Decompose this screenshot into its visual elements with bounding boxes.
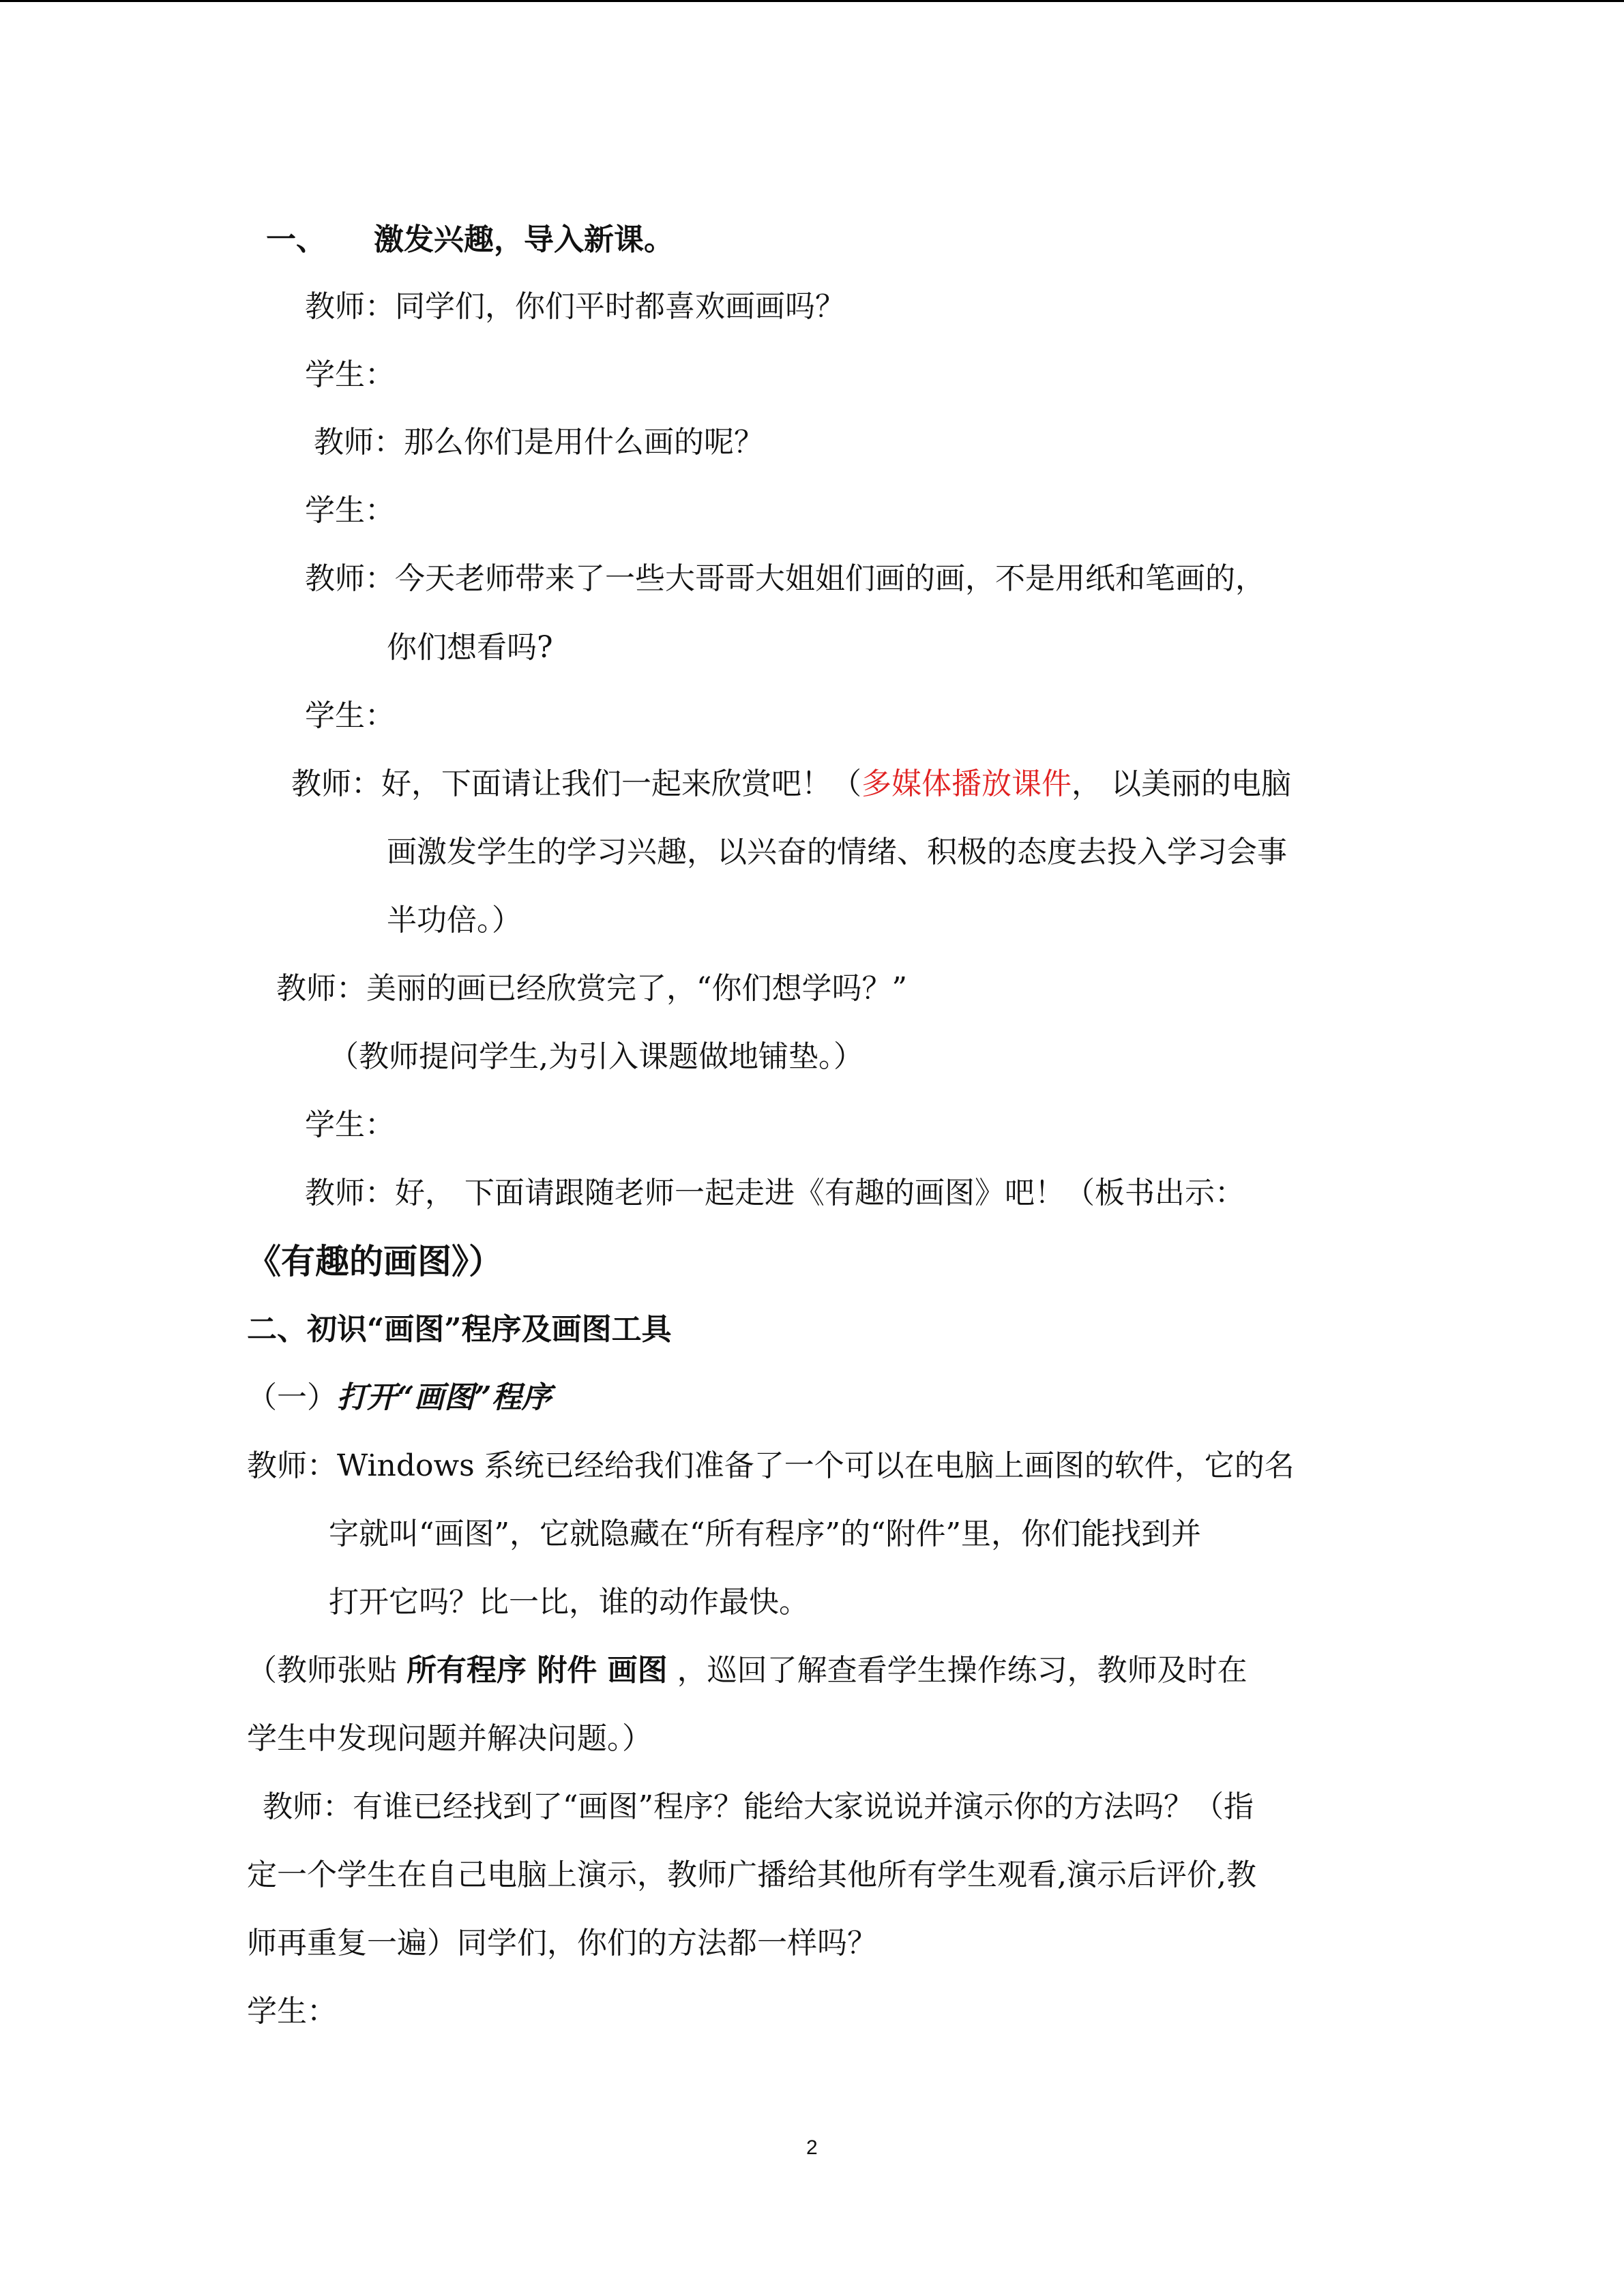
paragraph-line: 学生中发现问题并解决问题。）: [247, 1721, 652, 1756]
paragraph-line: 定一个学生在自己电脑上演示，教师广播给其他所有学生观看,演示后评价,教: [247, 1858, 1256, 1892]
section2-heading: 二、初识“画图”程序及画图工具: [247, 1312, 672, 1347]
subsection-title: 打开“画图”程序: [337, 1380, 552, 1415]
paragraph-line: 教师：同学们，你们平时都喜欢画画吗？: [305, 289, 845, 324]
paragraph-line: 学生：: [247, 1994, 337, 2029]
paragraph-line: 教师：好， 下面请跟随老师一起走进《有趣的画图》吧！（板书出示：: [305, 1176, 1245, 1210]
paragraph-line-with-bold: [247, 1653, 1247, 1688]
page-top-border: [0, 0, 1624, 2]
text-span: 教师：好，下面请让我们一起来欣赏吧！（: [291, 766, 861, 801]
paragraph-line: 学生：: [305, 493, 395, 528]
section1-heading: [266, 222, 674, 257]
paragraph-line: 你们想看吗?: [387, 630, 553, 665]
paragraph-line-with-highlight: [291, 766, 1291, 801]
paragraph-line: 教师：那么你们是用什么画的呢？: [314, 425, 764, 460]
paragraph-line: 字就叫“画图”，它就隐藏在“所有程序”的“附件”里，你们能找到并: [329, 1517, 1201, 1551]
subsection-heading: [247, 1380, 552, 1415]
paragraph-line: 学生：: [305, 357, 395, 392]
paragraph-line: 学生：: [305, 698, 395, 733]
board-title: 《有趣的画图》）: [247, 1241, 503, 1281]
text-span: ，巡回了解查看学生操作练习，教师及时在: [667, 1653, 1247, 1688]
highlight-text-multimedia: 多媒体播放课件: [861, 766, 1072, 801]
section1-heading-text: 激发兴趣，导入新课。: [374, 222, 674, 257]
subsection-number: （一）: [247, 1380, 337, 1415]
paragraph-line: 半功倍。）: [387, 903, 522, 938]
paragraph-line: 画激发学生的学习兴趣，以兴奋的情绪、积极的态度去投入学习会事: [387, 835, 1287, 869]
paragraph-line: 教师：Windows 系统已经给我们准备了一个可以在电脑上画图的软件，它的名: [247, 1448, 1295, 1483]
paragraph-line: 教师：今天老师带来了一些大哥哥大姐姐们画的画，不是用纸和笔画的，: [305, 561, 1265, 596]
paragraph-line: 教师：有谁已经找到了“画图”程序？能给大家说说并演示你的方法吗？（指: [263, 1789, 1254, 1824]
paragraph-line: 师再重复一遍）同学们，你们的方法都一样吗？: [247, 1926, 877, 1960]
paragraph-line: 学生：: [305, 1107, 395, 1142]
paragraph-line: 教师：美丽的画已经欣赏完了，“你们想学吗？”: [276, 971, 907, 1006]
menu-path-label: 所有程序 附件 画图: [407, 1653, 668, 1688]
paragraph-line: 打开它吗？比一比，谁的动作最快。: [329, 1585, 809, 1620]
page-number: 2: [806, 2136, 818, 2159]
section1-heading-number: 一、: [266, 222, 326, 257]
paragraph-line: （教师提问学生,为引入课题做地铺垫。）: [329, 1039, 863, 1074]
text-span: ， 以美丽的电脑: [1072, 766, 1291, 801]
text-span: （教师张贴: [247, 1653, 407, 1688]
